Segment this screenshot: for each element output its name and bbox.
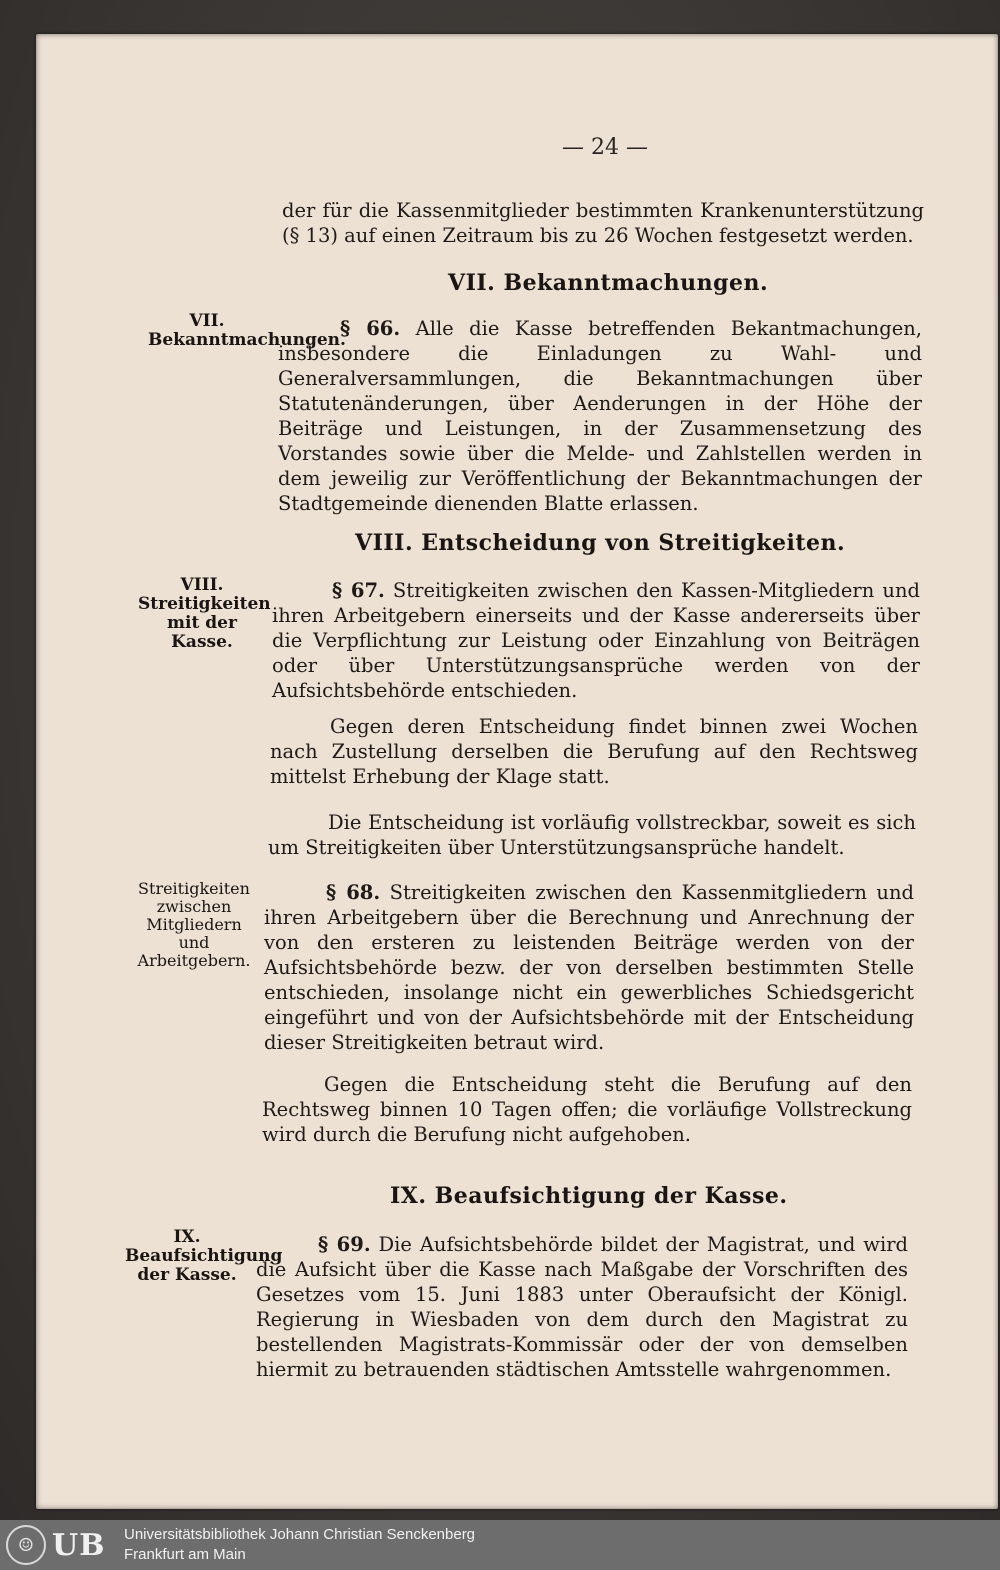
library-footer [0, 1520, 1000, 1570]
library-logo[interactable] [6, 1524, 116, 1566]
section-heading-viii: VIII. Entscheidung von Streitigkeiten. [355, 530, 846, 556]
section-heading-vii: VII. Bekanntmachungen. [448, 270, 769, 296]
footer-text [124, 1525, 475, 1565]
paragraph-symbol-68: § 68. [326, 881, 381, 904]
margin-note-68: Streitigkeiten zwischen Mitgliedern und Arbeitgebern. [137, 879, 251, 970]
paragraph-67 [272, 578, 920, 703]
paragraph-text-67: Streitigkeiten zwischen den Kassen-Mitgliedern und ihren Arbeitgebern einerseits und der Kasse andererseits über die Verpflichtung zur Leistung oder Einzahlung von Beiträgen oder über Unterstützungsansprüche werden von der Aufsichtsbehörde entschieden. [272, 579, 920, 702]
paragraph-66 [278, 316, 922, 516]
paragraph-symbol-66: § 66. [340, 317, 401, 340]
paragraph-text-69: Die Aufsichtsbehörde bildet der Magistrat, und wird die Aufsicht über die Kasse nach Maßgabe der Vorschriften des Gesetzes vom 15. Juni 1883 unter Oberaufsicht der Königl. Regierung in Wiesbaden von dem durch den Magistrat zu bestellenden Magistrats-Kommissär oder der von demselben hiermit zu betrauenden städtischen Amtsstelle wahrgenommen. [256, 1233, 908, 1381]
portrait-seal-icon: ☺ [6, 1525, 46, 1565]
footer-line-city: Frankfurt am Main [124, 1546, 246, 1563]
paragraph-69 [256, 1232, 908, 1382]
logo-text: UB [52, 1527, 106, 1563]
footer-line-library: Universitätsbibliothek Johann Christian Senckenberg [124, 1526, 476, 1543]
paragraph-symbol-67: § 67. [332, 579, 385, 602]
intro-paragraph [282, 198, 924, 248]
paragraph-67-appeal-text: Gegen deren Entscheidung findet binnen zwei Wochen nach Zustellung derselben die Berufung auf den Rechtsweg mittelst Erhebung der Klage statt. [270, 715, 918, 788]
paragraph-67-appeal [270, 714, 918, 789]
margin-note-vii: VII. Bekanntmachungen. [148, 311, 346, 350]
paragraph-67-enforcement-text: Die Entscheidung ist vorläufig vollstreckbar, soweit es sich um Streitigkeiten über Unterstützungsansprüche handelt. [268, 811, 916, 859]
paragraph-68-appeal [262, 1072, 912, 1147]
margin-note-viii: VIII. Streitigkeiten mit der Kasse. [138, 575, 271, 652]
intro-text: der für die Kassenmitglieder bestimmten Krankenunterstützung (§ 13) auf einen Zeitraum bis zu 26 Wochen festgesetzt werden. [282, 199, 924, 247]
paragraph-text-66: Alle die Kasse betreffenden Bekantmachungen, insbesondere die Einladungen zu Wahl- und Generalversammlungen, die Bekanntmachungen über Statutenänderungen, über Aenderungen in der Höhe der Beiträge und Leistungen, in der Zusammensetzung des Vorstandes sowie über die Melde- und Zahlstellen werden in dem jeweilig zur Veröffentlichung der Bekanntmachungen der Stadtgemeinde dienenden Blatte erlassen. [278, 317, 922, 515]
section-heading-ix: IX. Beaufsichtigung der Kasse. [390, 1183, 788, 1209]
margin-note-ix: IX. Beaufsichtigung der Kasse. [125, 1227, 283, 1285]
page-number: — 24 — [562, 135, 648, 160]
paragraph-symbol-69: § 69. [318, 1233, 371, 1256]
paragraph-text-68: Streitigkeiten zwischen den Kassenmitgliedern und ihren Arbeitgebern über die Berechnung und Anrechnung der von den ersteren zu leistenden Beiträge werden von der Aufsichtsbehörde bezw. der von derselben bestimmten Stelle entschieden, insolange nicht ein gewerbliches Schiedsgericht eingeführt und von der Aufsichtsbehörde mit der Entscheidung dieser Streitigkeiten betraut wird. [264, 881, 914, 1054]
paragraph-68 [264, 880, 914, 1055]
paragraph-67-enforcement [268, 810, 916, 860]
paragraph-68-appeal-text: Gegen die Entscheidung steht die Berufung auf den Rechtsweg binnen 10 Tagen offen; die vorläufige Vollstreckung wird durch die Berufung nicht aufgehoben. [262, 1073, 912, 1146]
